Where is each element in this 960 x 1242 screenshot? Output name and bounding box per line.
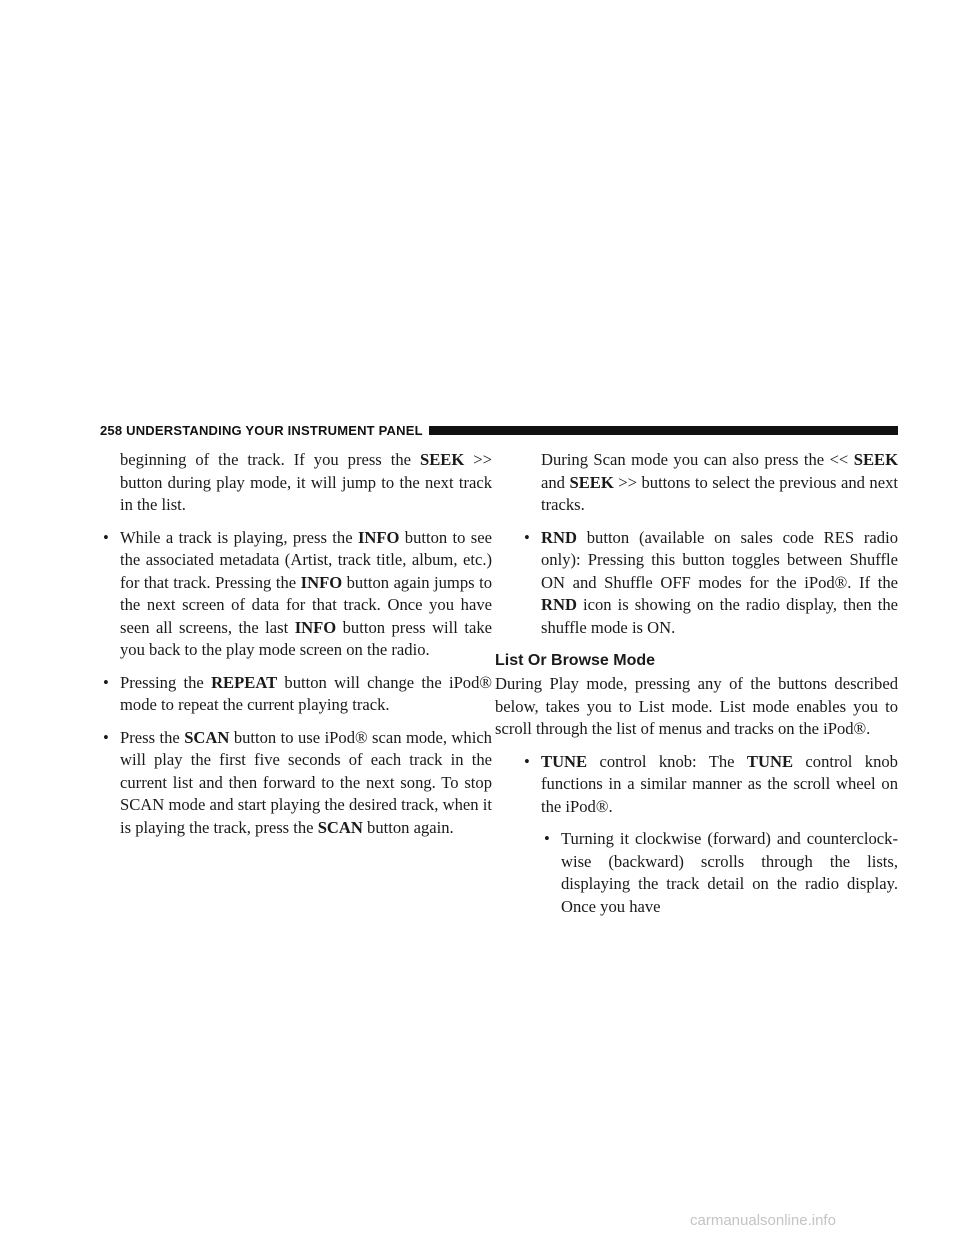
continued-paragraph <box>100 449 492 517</box>
text: control knob: The <box>587 751 747 771</box>
text: During Scan mode you can also press the << <box>541 450 854 469</box>
running-header <box>100 418 898 442</box>
text: Press the <box>120 727 185 747</box>
text: beginning of the track. If you press the <box>120 450 421 469</box>
seek-keyword: SEEK <box>569 472 614 492</box>
header-text <box>100 423 423 438</box>
text: and <box>541 472 570 492</box>
scan-seek-paragraph <box>521 449 898 517</box>
text: button again jumps to the next screen of data for that track. Once you have seen all screens, the last <box>120 572 493 637</box>
sub-bullet-item-turning <box>521 828 898 918</box>
page-number: 258 <box>100 422 123 438</box>
bullet-icon: • <box>544 829 550 848</box>
bullet-item-info <box>100 527 492 662</box>
rnd-keyword: RND <box>541 527 577 547</box>
seek-keyword: SEEK <box>420 450 465 469</box>
watermark: carmanualsonline.info <box>690 1212 836 1229</box>
text: While a track is playing, press the <box>120 527 358 547</box>
section-heading: List Or Browse Mode <box>495 652 656 669</box>
text: Pressing the <box>120 672 212 692</box>
text: >> button during play mode, it will jump to the next track in the list. <box>120 450 493 514</box>
text: >> buttons to select the previous and next tracks. <box>541 472 898 514</box>
header-rule <box>429 426 898 435</box>
bullet-icon: • <box>524 751 530 771</box>
text: button to see the associated metadata (Artist, track title, album, etc.) for that track. Pressing the <box>120 527 492 592</box>
bullet-icon: • <box>103 527 109 547</box>
rnd-keyword: RND <box>541 595 577 614</box>
scan-keyword: SCAN <box>317 817 363 837</box>
tune-keyword: TUNE <box>541 751 588 771</box>
repeat-keyword: REPEAT <box>211 672 278 692</box>
text: button to use iPod® scan mode, which will play the first five seconds of each track in the current list and then forward to the next song. To stop SCAN mode and start playing the desired track, when it is playing the track, press the <box>120 727 492 837</box>
text: button again. <box>362 817 454 837</box>
info-keyword: INFO <box>300 572 343 592</box>
right-column <box>495 449 898 918</box>
bullet-item-repeat <box>100 672 492 717</box>
text: button (available on sales code RES radio only): Pressing this button toggles between Shuffle ON and Shuffle OFF modes for the iPod®. If the <box>541 527 898 592</box>
text: button press will take you back to the play mode screen on the radio. <box>120 617 492 659</box>
list-mode-paragraph: During Play mode, pressing any of the buttons described below, takes you to List mode. List mode enables you to scroll through the list of menus and tracks on the iPod®. <box>495 674 898 738</box>
text: button will change the iPod® mode to repeat the current playing track. <box>120 672 493 714</box>
bullet-icon: • <box>103 672 109 692</box>
bullet-item-scan <box>100 727 492 840</box>
scan-keyword: SCAN <box>184 727 230 747</box>
text: icon is showing on the radio display, then the shuffle mode is ON. <box>541 595 898 637</box>
text: Turning it clockwise (forward) and counterclock-wise (backward) scrolls through the lists, displaying the track detail on the radio display. Once you have <box>561 829 898 916</box>
info-keyword: INFO <box>357 527 400 547</box>
info-keyword: INFO <box>294 617 337 637</box>
text: control knob functions in a similar manner as the scroll wheel on the iPod®. <box>541 751 898 816</box>
bullet-icon: • <box>524 527 530 547</box>
bullet-icon: • <box>103 727 109 747</box>
tune-keyword: TUNE <box>746 751 794 771</box>
section-title: UNDERSTANDING YOUR INSTRUMENT PANEL <box>126 422 423 438</box>
left-column <box>100 449 492 839</box>
seek-keyword: SEEK <box>853 450 898 469</box>
bullet-item-tune <box>521 751 898 819</box>
bullet-item-rnd <box>521 527 898 640</box>
